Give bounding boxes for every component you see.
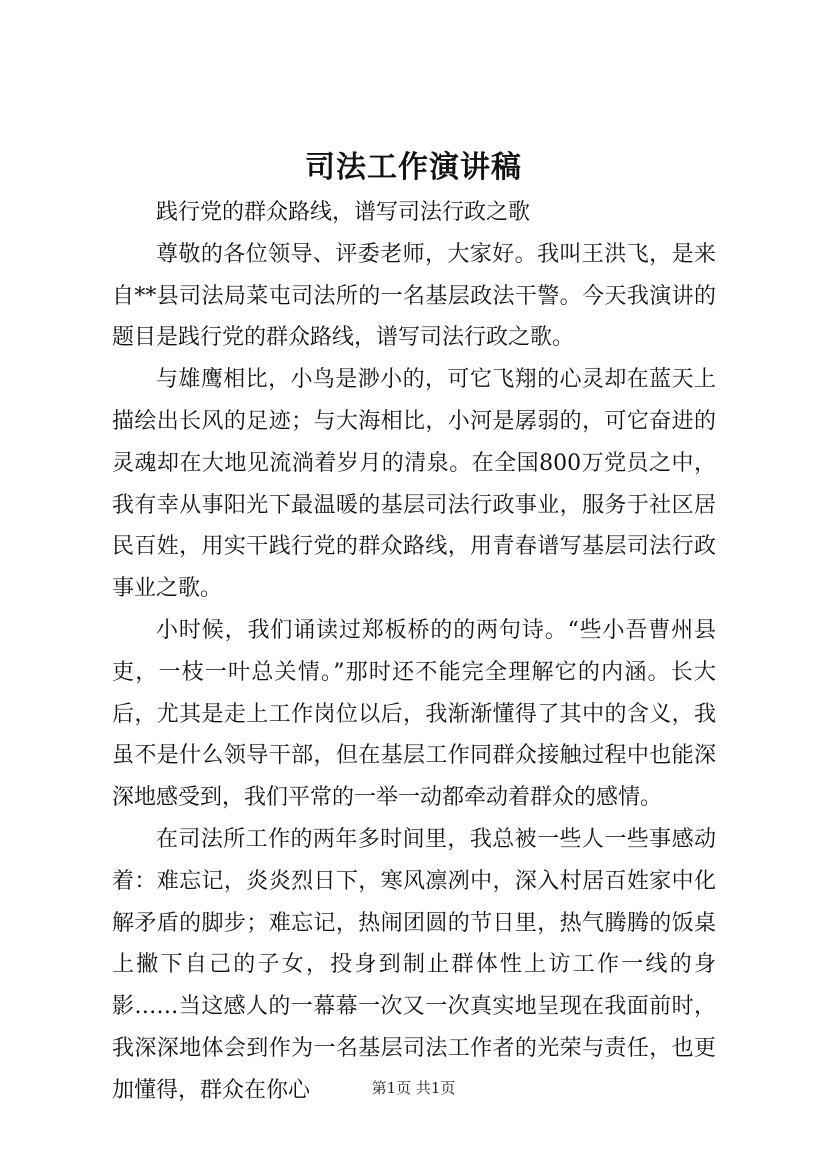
document-title: 司法工作演讲稿 (305, 150, 522, 185)
paragraph-childhood: 小时候，我们诵读过郑板桥的的两句诗。“些小吾曹州县吏，一枝一叶总关情。”那时还不能完全理解它的内涵。长大后，尤其是走上工作岗位以后，我渐渐懂得了其中的含义，我虽不是什么领导干部，但在基层工作同群众接触过程中也能深深地感受到，我们平常的一举一动都牵动着群众的感情。 (112, 617, 716, 811)
page-footer: 第1页 共1页 (371, 1079, 456, 1097)
paragraph-subtitle: 践行党的群众路线，谱写司法行政之歌 (156, 200, 531, 225)
paragraph-work-experience: 在司法所工作的两年多时间里，我总被一些人一些事感动着：难忘记，炎炎烈日下，寒风凛冽中，深入村居百姓家中化解矛盾的脚步；难忘记，热闹团圆的节日里，热气腾腾的饭桌上撇下自己的子女，投身到制止群体性上访工作一线的身影……当这感人的一幕幕一次又一次真实地呈现在我面前时，我深深地体会到作为一名基层司法工作者的光荣与责任，也更加懂得，群众在你心 (112, 826, 716, 1103)
paragraph-greeting: 尊敬的各位领导、评委老师，大家好。我叫王洪飞，是来自**县司法局菜屯司法所的一名基层政法干警。今天我演讲的题目是践行党的群众路线，谱写司法行政之歌。 (112, 241, 716, 351)
paragraph-comparison: 与雄鹰相比，小鸟是渺小的，可它飞翔的心灵却在蓝天上描绘出长风的足迹；与大海相比，小河是孱弱的，可它奋进的灵魂却在大地见流淌着岁月的清泉。在全国800万党员之中，我有幸从事阳光下最温暖的基层司法行政事业，服务于社区居民百姓，用实干践行党的群众路线，用青春谱写基层司法行政事业之歌。 (112, 367, 716, 602)
document-body (112, 192, 716, 1112)
